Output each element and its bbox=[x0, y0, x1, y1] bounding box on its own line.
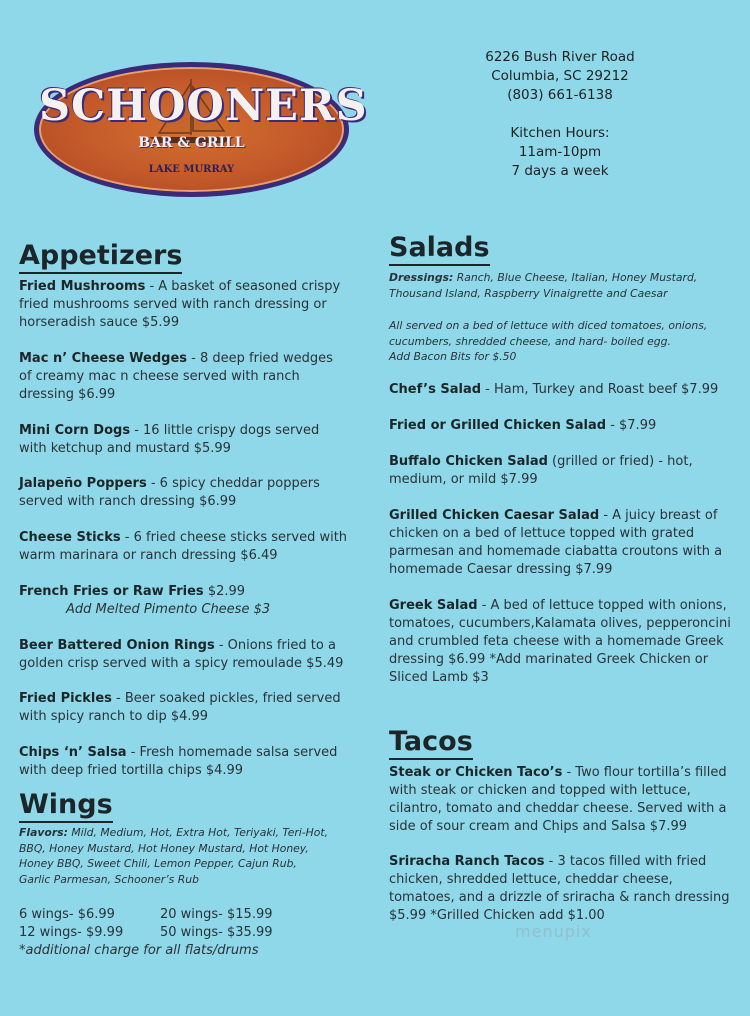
wings-flavors bbox=[19, 825, 329, 887]
item-desc: - Two flour tortilla’s filled with steak or chicken and topped with lettuce, cilantro, tomato and cheddar cheese. Served with a side of sour cream and Chips and Salsa $7.99 bbox=[389, 765, 727, 834]
menu-item bbox=[19, 583, 349, 619]
city-address: Columbia, SC 29212 bbox=[491, 68, 629, 84]
item-desc: (grilled or fried) - hot, medium, or mild $7.99 bbox=[389, 454, 693, 487]
tacos-heading: Tacos bbox=[389, 727, 473, 760]
restaurant-logo bbox=[34, 62, 368, 197]
tacos-section bbox=[389, 727, 739, 760]
item-desc: - A bed of lettuce topped with onions, tomatoes, cucumbers,Kalamata olives, pepperoncini and crumbled feta cheese with a homemade Greek dressing $6.99 *Add marinated Greek Chicken or Sliced Lamb $3 bbox=[389, 598, 731, 685]
wings-section bbox=[19, 790, 349, 823]
menu-item bbox=[389, 597, 739, 687]
item-name: Greek Salad bbox=[389, 598, 478, 613]
street-address: 6226 Bush River Road bbox=[485, 49, 635, 65]
dressings-label: Dressings: bbox=[389, 271, 454, 284]
item-desc: - A basket of seasoned crispy fried mushrooms served with ranch dressing or horseradish sauce $5.99 bbox=[19, 279, 341, 330]
menu-item bbox=[389, 453, 739, 489]
wings-price: 12 wings- $9.99 bbox=[19, 925, 124, 940]
menu-item bbox=[19, 744, 349, 780]
flavors-list: Mild, Medium, Hot, Extra Hot, Teriyaki, Teri-Hot, BBQ, Honey Mustard, Hot Honey Mustard, Hot Honey, Honey BBQ, Sweet Chili, Lemon Pepper, Cajun Rub, Garlic Parmesan, Schooner’s Rub bbox=[19, 826, 329, 886]
kitchen-days: 7 days a week bbox=[511, 163, 609, 179]
wings-price: 50 wings- $35.99 bbox=[160, 925, 273, 940]
wings-prices bbox=[19, 906, 339, 942]
item-desc: $2.99 bbox=[203, 584, 246, 599]
menu-item bbox=[389, 853, 739, 925]
item-desc: - Onions fried to a golden crisp served with a spicy remoulade $5.49 bbox=[19, 638, 344, 671]
item-name: Grilled Chicken Caesar Salad bbox=[389, 508, 600, 523]
watermark: menupix bbox=[515, 922, 592, 941]
wings-heading: Wings bbox=[19, 790, 113, 823]
salad-served-note bbox=[389, 318, 729, 365]
item-name: Steak or Chicken Taco’s bbox=[389, 765, 563, 780]
item-name: Chips ‘n’ Salsa bbox=[19, 745, 127, 760]
item-desc: - 16 little crispy dogs served with ketchup and mustard $5.99 bbox=[19, 423, 320, 456]
item-desc: - Beer soaked pickles, fried served with spicy ranch to dip $4.99 bbox=[19, 691, 341, 724]
menu-item bbox=[19, 690, 349, 726]
menu-item bbox=[19, 278, 349, 332]
item-desc: - Ham, Turkey and Roast beef $7.99 bbox=[481, 382, 719, 397]
item-name: Mini Corn Dogs bbox=[19, 423, 131, 438]
menu-item bbox=[19, 529, 349, 565]
appetizers-heading: Appetizers bbox=[19, 241, 182, 274]
menu-item bbox=[19, 422, 349, 458]
item-name: Fried Mushrooms bbox=[19, 279, 146, 294]
item-name: Beer Battered Onion Rings bbox=[19, 638, 215, 653]
item-desc: - 3 tacos filled with fried chicken, shredded lettuce, cheddar cheese, tomatoes, and a drizzle of sriracha & ranch dressing $5.99 *Grilled Chicken add $1.00 bbox=[389, 854, 730, 923]
menu-item bbox=[389, 417, 739, 435]
logo-subtitle: BAR & GRILL bbox=[138, 135, 245, 151]
dressings-list: Ranch, Blue Cheese, Italian, Honey Mustard, Thousand Island, Raspberry Vinaigrette and Caesar bbox=[389, 271, 698, 300]
flavors-label: Flavors: bbox=[19, 826, 68, 839]
item-desc: - A juicy breast of chicken on a bed of lettuce topped with grated parmesan and homemade ciabatta croutons with a homemade Caesar dressing $7.99 bbox=[389, 508, 723, 577]
item-desc: - $7.99 bbox=[606, 418, 657, 433]
item-desc: - Fresh homemade salsa served with deep fried tortilla chips $4.99 bbox=[19, 745, 338, 778]
bacon-addon: Add Bacon Bits for $.50 bbox=[389, 350, 517, 363]
menu-item bbox=[389, 764, 739, 836]
appetizers-section bbox=[19, 241, 349, 274]
kitchen-hours: 11am-10pm bbox=[518, 144, 602, 160]
served-text: All served on a bed of lettuce with diced tomatoes, onions, cucumbers, shredded cheese, and hard- boiled egg. bbox=[389, 319, 708, 348]
salads-heading: Salads bbox=[389, 233, 490, 266]
wings-price: 6 wings- $6.99 bbox=[19, 907, 115, 922]
item-name: Jalapeño Poppers bbox=[19, 476, 147, 491]
item-name: Mac n’ Cheese Wedges bbox=[19, 351, 188, 366]
logo-location: LAKE MURRAY bbox=[148, 164, 235, 175]
item-desc: - 6 spicy cheddar poppers served with ranch dressing $6.99 bbox=[19, 476, 320, 509]
menu-item bbox=[19, 475, 349, 511]
kitchen-hours-label: Kitchen Hours: bbox=[510, 125, 610, 141]
item-name: Cheese Sticks bbox=[19, 530, 121, 545]
item-addon: Add Melted Pimento Cheese $3 bbox=[66, 602, 271, 617]
menu-item bbox=[389, 381, 739, 399]
wings-price: 20 wings- $15.99 bbox=[160, 907, 273, 922]
address-block bbox=[440, 48, 680, 181]
menu-item bbox=[19, 637, 349, 673]
logo-brand-text: SCHOONERS bbox=[39, 81, 368, 131]
item-desc: - 6 fried cheese sticks served with warm marinara or ranch dressing $6.49 bbox=[19, 530, 348, 563]
item-name: Buffalo Chicken Salad bbox=[389, 454, 548, 469]
item-name: Fried Pickles bbox=[19, 691, 112, 706]
item-name: Chef’s Salad bbox=[389, 382, 482, 397]
wings-note: *additional charge for all flats/drums bbox=[19, 943, 259, 958]
item-name: French Fries or Raw Fries bbox=[19, 584, 204, 599]
menu-item bbox=[389, 507, 739, 579]
salad-dressings bbox=[389, 270, 737, 301]
item-name: Fried or Grilled Chicken Salad bbox=[389, 418, 607, 433]
item-desc: - 8 deep fried wedges of creamy mac n cheese served with ranch dressing $6.99 bbox=[19, 351, 333, 402]
item-name: Sriracha Ranch Tacos bbox=[389, 854, 545, 869]
phone-number: (803) 661-6138 bbox=[507, 87, 613, 103]
salads-section bbox=[389, 233, 739, 266]
menu-item bbox=[19, 350, 349, 404]
